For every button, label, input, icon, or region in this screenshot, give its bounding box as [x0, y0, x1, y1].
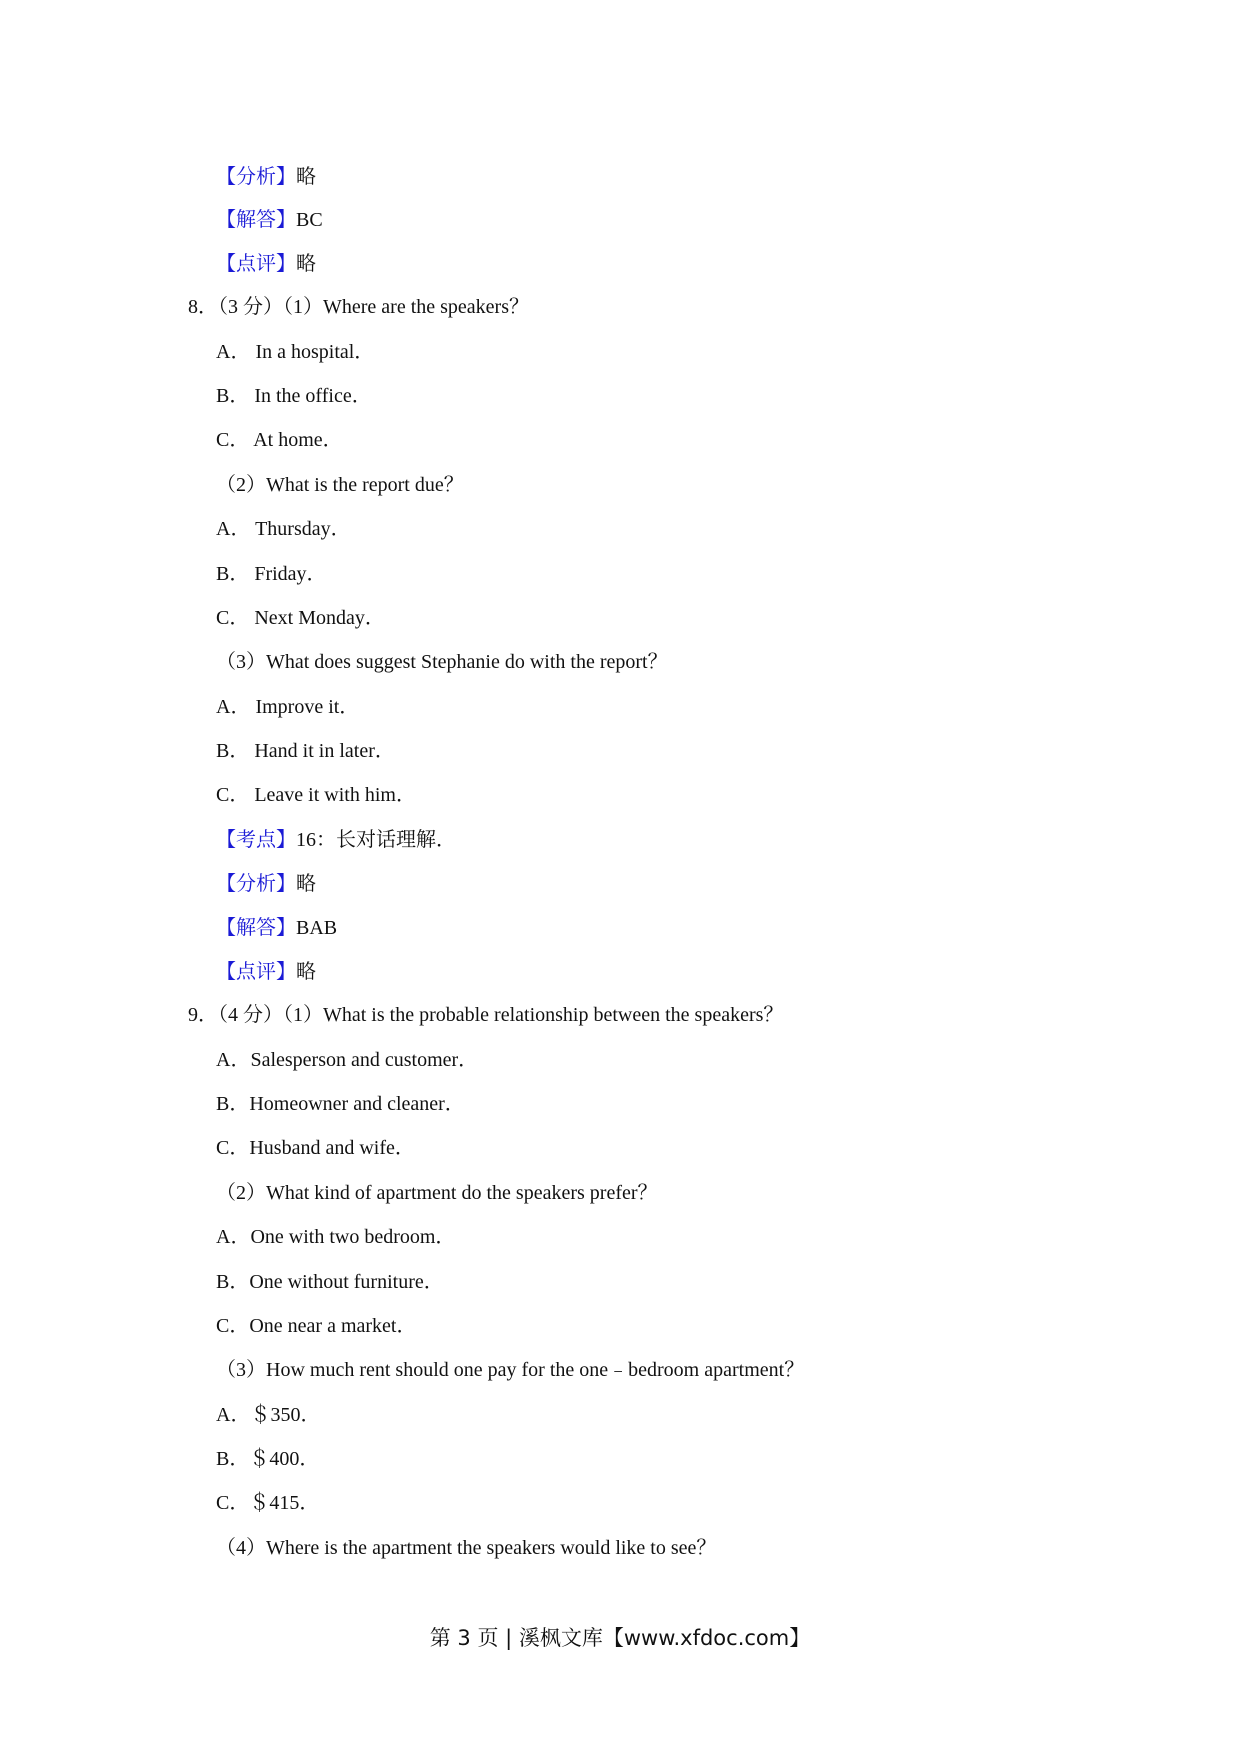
point-tag: 【考点】	[216, 829, 296, 851]
option: B．Homeowner and cleaner．	[216, 1093, 465, 1115]
answer-tag: 【解答】	[216, 917, 296, 939]
option: B． Hand it in later．	[216, 740, 395, 762]
sub-question: （2）What kind of apartment do the speakers prefer？	[216, 1182, 658, 1204]
option: A．Salesperson and customer．	[216, 1049, 479, 1071]
option: C． Next Monday．	[216, 607, 385, 629]
comment-line	[216, 250, 316, 278]
analysis-text: 略	[296, 873, 316, 895]
option: B． In the office．	[216, 385, 372, 407]
option: C． Leave it with him．	[216, 784, 416, 806]
option: C．Husband and wife．	[216, 1137, 415, 1159]
answer-line	[216, 206, 323, 234]
comment-text: 略	[296, 961, 316, 983]
sub-question: （2）What is the report due？	[216, 474, 464, 496]
comment-line	[216, 958, 316, 986]
point-text: 16：长对话理解．	[296, 829, 456, 851]
analysis-tag: 【分析】	[216, 873, 296, 895]
question-8-header	[188, 293, 529, 321]
point-line	[216, 826, 456, 854]
option: A．＄350．	[216, 1404, 321, 1426]
option: A． In a hospital．	[216, 341, 375, 363]
analysis-text: 略	[296, 166, 316, 188]
option: A． Improve it．	[216, 696, 360, 718]
question-text: （4 分）（1）What is the probable relationship between the speakers？	[218, 1004, 784, 1026]
option: C． At home．	[216, 429, 343, 451]
sub-question: （4）Where is the apartment the speakers would like to see？	[216, 1537, 717, 1559]
option: B．One without furniture．	[216, 1271, 444, 1293]
analysis-line	[216, 870, 316, 898]
page-footer: 第 3 页 | 溪枫文库【www.xfdoc.com】	[429, 1626, 811, 1650]
option: B．＄400．	[216, 1448, 320, 1470]
option: C．One near a market．	[216, 1315, 417, 1337]
analysis-line	[216, 163, 316, 191]
option: A．One with two bedroom．	[216, 1226, 456, 1248]
comment-text: 略	[296, 253, 316, 275]
option: B． Friday．	[216, 563, 327, 585]
option: A． Thursday．	[216, 518, 351, 540]
answer-line	[216, 914, 337, 942]
sub-question: （3）What does suggest Stephanie do with the report？	[216, 651, 668, 673]
analysis-tag: 【分析】	[216, 166, 296, 188]
answer-text: BC	[296, 209, 323, 231]
option: C．＄415．	[216, 1492, 320, 1514]
question-9-header	[188, 1001, 783, 1029]
question-number: 8．	[188, 296, 218, 318]
question-number: 9．	[188, 1004, 218, 1026]
comment-tag: 【点评】	[216, 961, 296, 983]
answer-text: BAB	[296, 917, 338, 939]
question-text: （3 分）（1）Where are the speakers？	[218, 296, 529, 318]
sub-question: （3）How much rent should one pay for the one﹣bedroom apartment？	[216, 1359, 805, 1381]
comment-tag: 【点评】	[216, 253, 296, 275]
answer-tag: 【解答】	[216, 209, 296, 231]
